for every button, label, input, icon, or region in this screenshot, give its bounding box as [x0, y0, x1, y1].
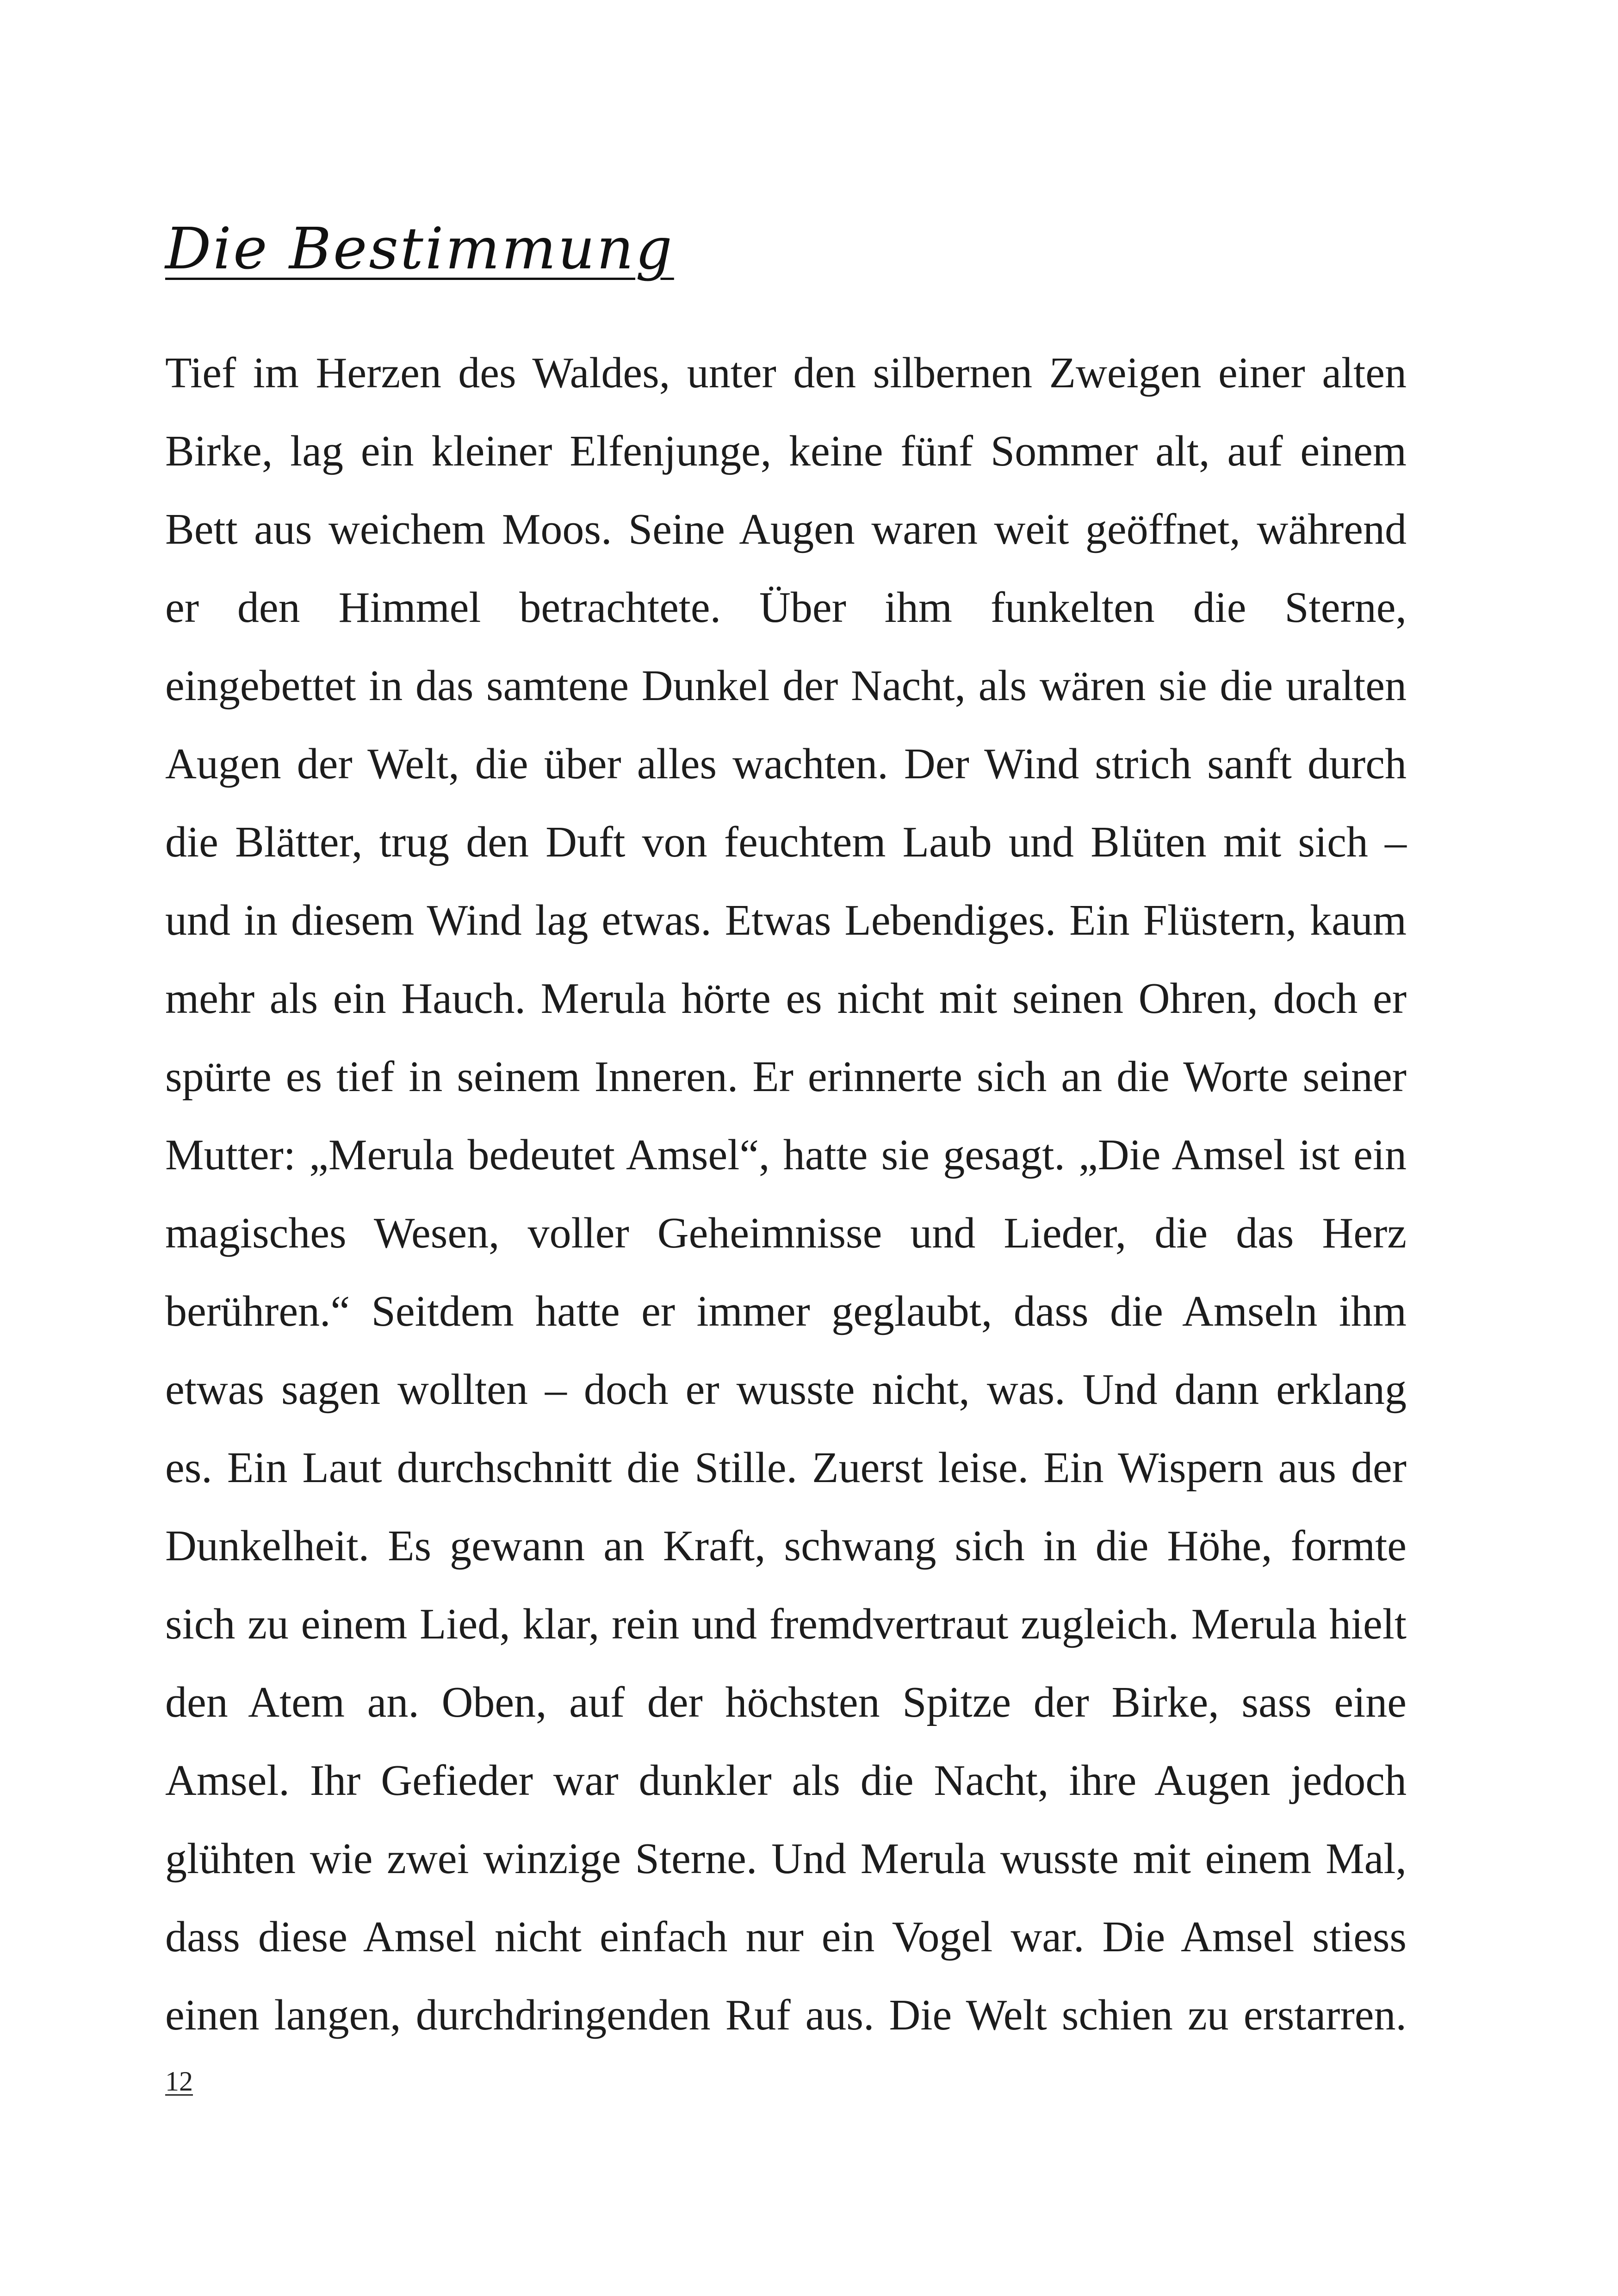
text-line: Amsel. Ihr Gefieder war dunkler als die Nacht, ihre Augen jedoch [165, 1756, 1407, 1805]
text-line: spürte es tief in seinem Inneren. Er erinnerte sich an die Worte seiner [165, 1053, 1407, 1101]
text-line: dass diese Amsel nicht einfach nur ein Vogel war. Die Amsel stiess [165, 1913, 1407, 1961]
text-line: einen langen, durchdringenden Ruf aus. Die Welt schien zu erstarren. [165, 1991, 1407, 2039]
text-line: berühren.“ Seitdem hatte er immer geglaubt, dass die Amseln ihm [165, 1287, 1407, 1335]
text-line: eingebettet in das samtene Dunkel der Nacht, als wären sie die uralten [165, 662, 1407, 710]
text-line: magisches Wesen, voller Geheimnisse und Lieder, die das Herz [165, 1209, 1407, 1257]
body-paragraph [165, 334, 1407, 2054]
text-line: er den Himmel betrachtete. Über ihm funkelten die Sterne, [165, 583, 1407, 632]
text-line: den Atem an. Oben, auf der höchsten Spitze der Birke, sass eine [165, 1678, 1407, 1726]
text-line: Tief im Herzen des Waldes, unter den silbernen Zweigen einer alten [165, 349, 1407, 397]
text-line: Dunkelheit. Es gewann an Kraft, schwang sich in die Höhe, formte [165, 1522, 1407, 1570]
text-line: Birke, lag ein kleiner Elfenjunge, keine fünf Sommer alt, auf einem [165, 427, 1407, 475]
text-line: glühten wie zwei winzige Sterne. Und Merula wusste mit einem Mal, [165, 1835, 1407, 1883]
text-line: Mutter: „Merula bedeutet Amsel“, hatte sie gesagt. „Die Amsel ist ein [165, 1131, 1407, 1179]
text-line: die Blätter, trug den Duft von feuchtem Laub und Blüten mit sich – [165, 818, 1407, 866]
text-line: es. Ein Laut durchschnitt die Stille. Zuerst leise. Ein Wispern aus der [165, 1444, 1407, 1492]
text-line: Augen der Welt, die über alles wachten. Der Wind strich sanft durch [165, 740, 1407, 788]
text-line: und in diesem Wind lag etwas. Etwas Lebendiges. Ein Flüstern, kaum [165, 896, 1407, 944]
text-line: sich zu einem Lied, klar, rein und fremdvertraut zugleich. Merula hielt [165, 1600, 1407, 1648]
text-line: mehr als ein Hauch. Merula hörte es nicht mit seinen Ohren, doch er [165, 974, 1407, 1023]
page-number: 12 [165, 2066, 193, 2097]
chapter-title: Die Bestimmung [165, 216, 674, 282]
text-line: etwas sagen wollten – doch er wusste nicht, was. Und dann erklang [165, 1365, 1407, 1414]
text-line: Bett aus weichem Moos. Seine Augen waren weit geöffnet, während [165, 505, 1407, 553]
